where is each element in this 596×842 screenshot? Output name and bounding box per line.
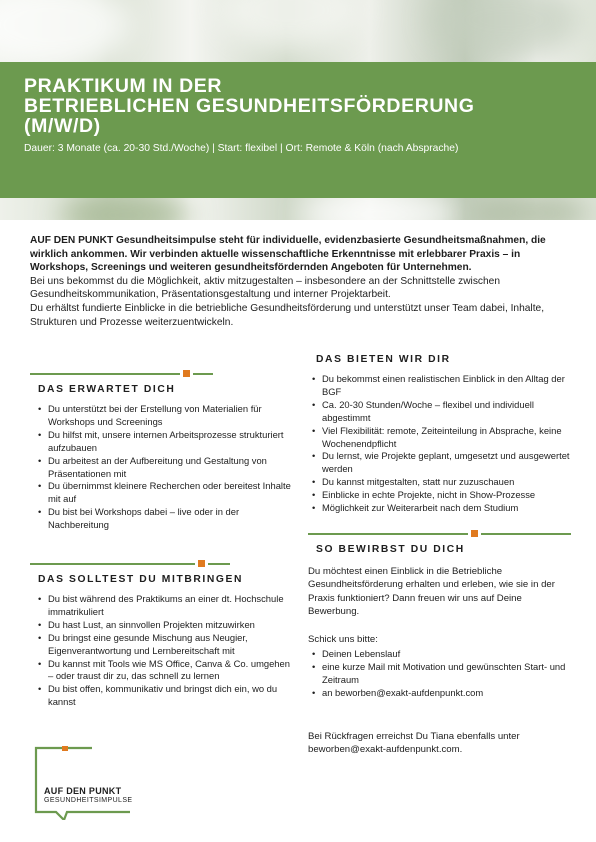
section-divider bbox=[308, 530, 570, 538]
logo-tagline: GESUNDHEITSIMPULSE bbox=[44, 797, 133, 804]
offer-list bbox=[308, 373, 570, 515]
apply-section bbox=[308, 530, 570, 756]
divider-marker bbox=[183, 370, 190, 377]
page-title bbox=[24, 76, 584, 136]
background-blur bbox=[0, 0, 130, 70]
requirements-section bbox=[30, 560, 292, 709]
speech-bubble-logo-icon bbox=[34, 746, 184, 820]
contact-note: Bei Rückfragen erreichst Du Tiana ebenfalls unter beworben@exakt-aufdenpunkt.com. bbox=[308, 730, 520, 756]
list-item: • Du bist offen, kommunikativ und bringst dich ein, wo du kannst bbox=[38, 683, 292, 709]
list-item: • Viel Flexibilität: remote, Zeiteinteilung in Absprache, keine Wochenendpflicht bbox=[312, 425, 570, 451]
list-item: • Du hast Lust, an sinnvollen Projekten mitzuwirken bbox=[38, 619, 292, 632]
list-item: • Einblicke in echte Projekte, nicht in Show-Prozesse bbox=[312, 489, 570, 502]
title-line: BETRIEBLICHEN GESUNDHEITSFÖRDERUNG bbox=[24, 95, 475, 117]
intro-paragraph: Du erhältst fundierte Einblicke in die betriebliche Gesundheitsförderung und unterstützt unser Team dabei, Inhalte, Strukturen und Prozesse weiterzuentwickeln. bbox=[30, 302, 545, 328]
section-divider bbox=[30, 370, 292, 378]
list-item: • Deinen Lebenslauf bbox=[312, 648, 570, 661]
list-item: • eine kurze Mail mit Motivation und gewünschten Start- und Zeitraum bbox=[312, 661, 570, 687]
apply-list bbox=[308, 648, 570, 700]
list-item: • Du bist während des Praktikums an einer dt. Hochschule immatrikuliert bbox=[38, 593, 292, 619]
title-line: (M/W/D) bbox=[24, 115, 101, 137]
title-line: PRAKTIKUM IN DER bbox=[24, 75, 223, 97]
list-item: • Du bekommst einen realistischen Einblick in den Alltag der BGF bbox=[312, 373, 570, 399]
intro-section bbox=[30, 234, 570, 329]
apply-intro: Du möchtest einen Einblick in die Betriebliche Gesundheitsförderung erhalten und erleben, wie sie in der Praxis funktioniert? Dann freuen wir uns auf Deine Bewerbung. bbox=[308, 566, 555, 618]
divider-marker bbox=[198, 560, 205, 567]
section-title: DAS SOLLTEST DU MITBRINGEN bbox=[38, 574, 244, 585]
section-title: DAS ERWARTET DICH bbox=[38, 384, 176, 395]
list-item: • Du kannst mitgestalten, statt nur zuzuschauen bbox=[312, 476, 570, 489]
requirements-list bbox=[30, 593, 292, 709]
company-logo bbox=[34, 746, 184, 820]
list-item: • Du bringst eine gesunde Mischung aus Neugier, Eigenverantwortung und Lernbereitschaft mit bbox=[38, 632, 292, 658]
expect-section bbox=[30, 370, 292, 532]
list-item: • Möglichkeit zur Weiterarbeit nach dem Studium bbox=[312, 502, 570, 515]
list-item: • Du lernst, wie Projekte geplant, umgesetzt und ausgewertet werden bbox=[312, 450, 570, 476]
section-divider bbox=[30, 560, 292, 568]
list-item: • Du unterstützt bei der Erstellung von Materialien für Workshops und Screenings bbox=[38, 403, 292, 429]
expect-list bbox=[30, 403, 292, 532]
job-details: Dauer: 3 Monate (ca. 20-30 Std./Woche) | Start: flexibel | Ort: Remote & Köln (nach Absprache) bbox=[24, 143, 459, 154]
section-title: SO BEWIRBST DU DICH bbox=[316, 544, 465, 555]
list-item: • Du kannst mit Tools wie MS Office, Canva & Co. umgehen – oder traust dir zu, das schnell zu lernen bbox=[38, 658, 292, 684]
apply-request: Schick uns bitte: bbox=[308, 633, 378, 645]
list-item: • Du bist bei Workshops dabei – live oder in der Nachbereitung bbox=[38, 506, 292, 532]
list-item: • Du arbeitest an der Aufbereitung und Gestaltung von Präsentationen mit bbox=[38, 455, 292, 481]
list-item: • an beworben@exakt-aufdenpunkt.com bbox=[312, 687, 570, 700]
background-blur bbox=[430, 0, 580, 60]
intro-paragraph: Bei uns bekommst du die Möglichkeit, aktiv mitzugestalten – insbesondere an der Schnittstelle zwischen Gesundheitskommunikation, Präsentationsgestaltung und interner Projektarbeit. bbox=[30, 275, 500, 301]
intro-lead: AUF DEN PUNKT Gesundheitsimpulse steht für individuelle, evidenzbasierte Gesundheitsmaßnahmen, die wirklich ankommen. Wir verbinden aktuelle wissenschaftliche Erkenntnisse mit erlebbarer Praxis – in Workshops, Screenings und weiteren gesundheitsfördernden Angeboten für Unternehmen. bbox=[30, 235, 546, 274]
background-blur bbox=[220, 0, 360, 50]
divider-marker bbox=[471, 530, 478, 537]
header-banner bbox=[0, 0, 596, 220]
list-item: • Du übernimmst kleinere Recherchen oder bereitest Inhalte mit auf bbox=[38, 480, 292, 506]
section-title: DAS BIETEN WIR DIR bbox=[316, 354, 451, 365]
list-item: • Ca. 20-30 Stunden/Woche – flexibel und individuell abgestimmt bbox=[312, 399, 570, 425]
offer-section bbox=[308, 350, 570, 515]
logo-wordmark: AUF DEN PUNKT bbox=[44, 786, 122, 796]
list-item: • Du hilfst mit, unsere internen Arbeitsprozesse strukturiert aufzubauen bbox=[38, 429, 292, 455]
